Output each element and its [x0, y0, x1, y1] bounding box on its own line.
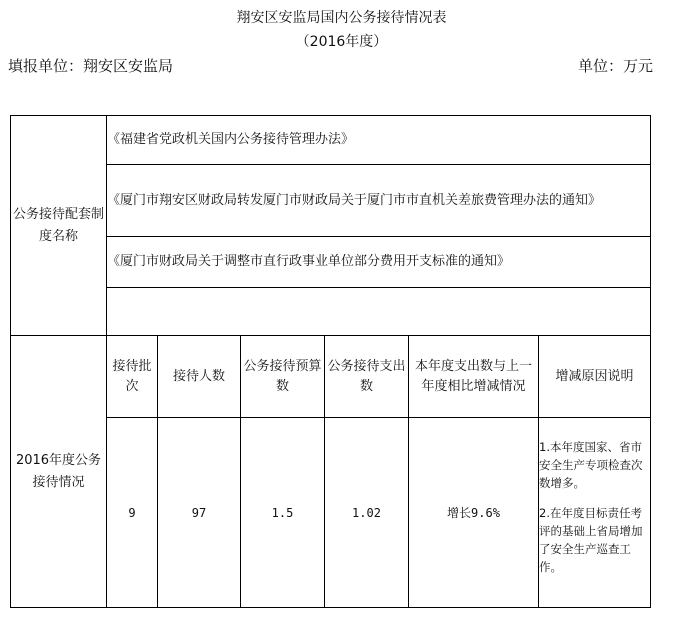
- policy-document-empty: [107, 288, 651, 336]
- policy-row: [11, 237, 651, 288]
- value-change: 增长9.6%: [409, 418, 539, 608]
- page-title: 翔安区安监局国内公务接待情况表: [236, 10, 447, 26]
- currency-unit: 单位：万元: [577, 57, 653, 75]
- stats-header-row: [11, 336, 651, 418]
- stats-value-row: [11, 418, 651, 608]
- policy-row: [11, 116, 651, 165]
- reporting-unit: 填报单位：翔安区安监局: [8, 57, 174, 75]
- value-batches: 9: [107, 418, 158, 608]
- value-expenditure: 1.02: [325, 418, 409, 608]
- header-budget: 公务接待预算数: [241, 336, 325, 418]
- reason-item: 2.在年度目标责任考评的基础上省局增加了安全生产巡查工作。: [539, 505, 643, 574]
- policy-category-label: 公务接待配套制度名称: [11, 116, 107, 336]
- reason-item: 1.本年度国家、省市安全生产专项检查次数增多。: [539, 439, 643, 490]
- value-persons: 97: [158, 418, 241, 608]
- policy-document: 《厦门市翔安区财政局转发厦门市财政局关于厦门市市直机关差旅费管理办法的通知》: [107, 165, 651, 237]
- header-batches: 接待批次: [107, 336, 158, 418]
- reason-cell: [539, 418, 651, 608]
- value-budget: 1.5: [241, 418, 325, 608]
- policy-document: 《福建省党政机关国内公务接待管理办法》: [107, 116, 651, 165]
- reception-table: [10, 115, 651, 608]
- policy-row: [11, 165, 651, 237]
- header-expenditure: 公务接待支出数: [325, 336, 409, 418]
- header-reason: 增减原因说明: [539, 336, 651, 418]
- policy-document: 《厦门市财政局关于调整市直行政事业单位部分费用开支标准的通知》: [107, 237, 651, 288]
- header-persons: 接待人数: [158, 336, 241, 418]
- header-change: 本年度支出数与上一年度相比增减情况: [409, 336, 539, 418]
- stats-category-label: 2016年度公务接待情况: [11, 336, 107, 608]
- year-subtitle: （2016年度）: [295, 34, 388, 50]
- policy-row: [11, 288, 651, 336]
